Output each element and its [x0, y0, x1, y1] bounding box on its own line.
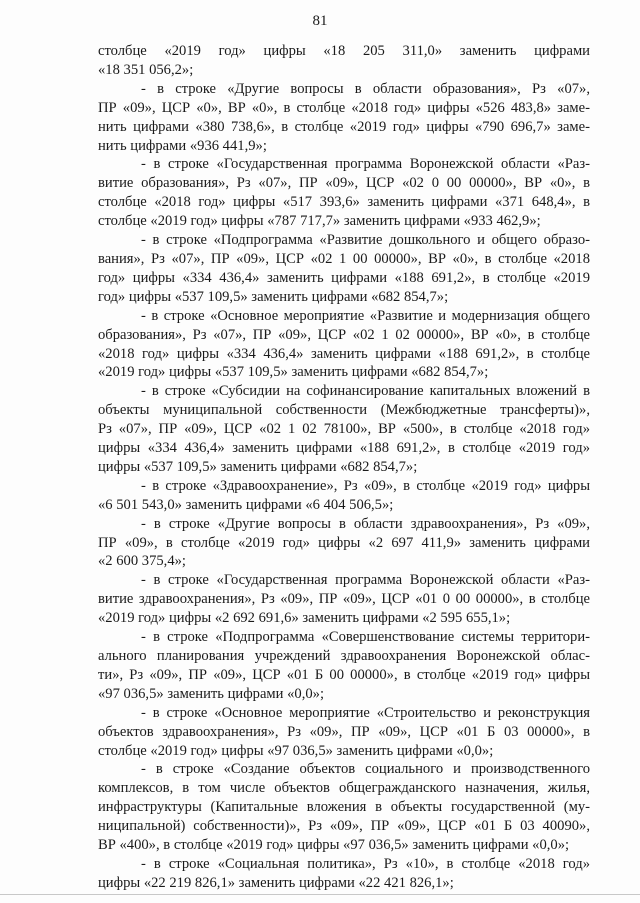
- text-line: - в строке «Другие вопросы в области здравоохранения», Рз «09»,: [141, 515, 590, 532]
- text-line: «2018 год» цифры «334 436,4» заменить цифрами «188 691,2», в столбце: [98, 345, 590, 362]
- text-line: объектов здравоохранения», Рз «09», ПР «09», ЦСР «01 Б 03 00000», в: [98, 723, 590, 740]
- text-line: - в строке «Государственная программа Воронежской области «Раз-: [141, 572, 590, 589]
- text-line: Рз «07», ПР «09», ЦСР «02 1 02 78100», ВР «500», в столбце «2018 год»: [98, 421, 590, 438]
- text-line: - в строке «Здравоохранение», Рз «09», в столбце «2019 год» цифры: [141, 477, 590, 494]
- paragraph: [98, 155, 590, 231]
- text-line: год» цифры «334 436,4» заменить цифрами «188 691,2», в столбце «2019: [98, 269, 590, 286]
- text-line: - в строке «Государственная программа Воронежской области «Раз-: [141, 156, 590, 173]
- text-line: ПР «09», в столбце «2019 год» цифры «2 697 411,9» заменить цифрами: [98, 534, 590, 551]
- paragraph: [98, 80, 590, 156]
- text-line: цифры «537 109,5» заменить цифрами «682 854,7»;: [98, 458, 418, 475]
- text-line: - в строке «Субсидии на софинансирование капитальных вложений в: [141, 383, 590, 400]
- text-line: - в строке «Основное мероприятие «Строительство и реконструкция: [141, 704, 590, 721]
- page-bottom-rule: [0, 894, 640, 895]
- paragraph: [98, 382, 590, 477]
- text-line: столбце «2018 год» цифры «517 393,6» заменить цифрами «371 648,4», в: [98, 194, 590, 211]
- text-line: нить цифрами «936 441,9»;: [98, 137, 267, 154]
- text-line: цифры «22 219 826,1» заменить цифрами «22 421 826,1»;: [98, 874, 454, 891]
- text-line: год» цифры «537 109,5» заменить цифрами «682 854,7»;: [98, 288, 449, 305]
- text-line: ниципальной) собственности)», Рз «09», ПР «09», ЦСР «01 Б 03 40090»,: [98, 818, 590, 835]
- paragraph: [98, 628, 590, 704]
- paragraph: [98, 42, 590, 80]
- text-line: объекты муниципальной собственности (Межбюджетные трансферты)»,: [98, 402, 590, 419]
- document-body: [98, 42, 590, 893]
- text-line: - в строке «Другие вопросы в области образования», Рз «07»,: [141, 80, 590, 97]
- paragraph: [98, 571, 590, 628]
- text-line: «2019 год» цифры «537 109,5» заменить цифрами «682 854,7»;: [98, 364, 489, 381]
- text-line: столбце «2019 год» цифры «97 036,5» заменить цифрами «0,0»;: [98, 742, 494, 759]
- text-line: витие образования», Рз «07», ПР «09», ЦСР «02 0 00 00000», ВР «0», в: [98, 175, 590, 192]
- text-line: инфраструктуры (Капитальные вложения в объекты государственной (му-: [98, 799, 590, 816]
- text-line: - в строке «Создание объектов социального и производственного: [141, 761, 590, 778]
- paragraph: [98, 477, 590, 515]
- paragraph: [98, 855, 590, 893]
- text-line: ального планирования учреждений здравоохранения Воронежской облас-: [98, 648, 590, 664]
- paragraph: [98, 760, 590, 855]
- paragraph: [98, 704, 590, 761]
- text-line: образования», Рз «07», ПР «09», ЦСР «02 1 02 00000», ВР «0», в столбце: [98, 326, 590, 343]
- paragraph: [98, 515, 590, 572]
- text-line: ВР «400», в столбце «2019 год» цифры «97 036,5» заменить цифрами «0,0»;: [98, 837, 570, 854]
- text-line: витие здравоохранения», Рз «09», ПР «09», ЦСР «01 0 00 00000», в столбце: [98, 591, 590, 608]
- text-line: ти», Рз «09», ПР «09», ЦСР «01 Б 00 00000», в столбце «2019 год» цифры: [98, 666, 590, 683]
- text-line: цифры «334 436,4» заменить цифрами «188 691,2», в столбце «2019 год»: [98, 440, 590, 457]
- text-line: - в строке «Социальная политика», Рз «10», в столбце «2018 год»: [141, 855, 590, 872]
- text-line: вания», Рз «07», ПР «09», ЦСР «02 1 00 00000», ВР «0», в столбце «2018: [98, 250, 590, 267]
- text-line: «97 036,5» заменить цифрами «0,0»;: [98, 685, 325, 702]
- page-number: 81: [312, 13, 328, 29]
- paragraph: [98, 231, 590, 307]
- text-line: комплексов, в том числе объектов общегражданского назначения, жилья,: [98, 780, 590, 797]
- text-line: «2019 год» цифры «2 692 691,6» заменить цифрами «2 595 655,1»;: [98, 610, 511, 627]
- text-line: «6 501 543,0» заменить цифрами «6 404 506,5»;: [98, 496, 394, 513]
- text-line: нить цифрами «380 738,6», в столбце «2019 год» цифры «790 696,7» заме-: [98, 118, 590, 135]
- text-line: - в строке «Подпрограмма «Совершенствование системы территори-: [141, 629, 590, 646]
- text-line: «18 351 056,2»;: [98, 61, 194, 78]
- text-line: - в строке «Подпрограмма «Развитие дошкольного и общего образо-: [141, 232, 590, 249]
- text-line: столбце «2019 год» цифры «18 205 311,0» заменить цифрами: [98, 43, 590, 59]
- text-line: столбце «2019 год» цифры «787 717,7» заменить цифрами «933 462,9»;: [98, 213, 541, 230]
- paragraph: [98, 307, 590, 383]
- text-line: ПР «09», ЦСР «0», ВР «0», в столбце «2018 год» цифры «526 483,8» заме-: [98, 99, 590, 116]
- text-line: - в строке «Основное мероприятие «Развитие и модернизация общего: [141, 307, 590, 324]
- text-line: «2 600 375,4»;: [98, 553, 186, 570]
